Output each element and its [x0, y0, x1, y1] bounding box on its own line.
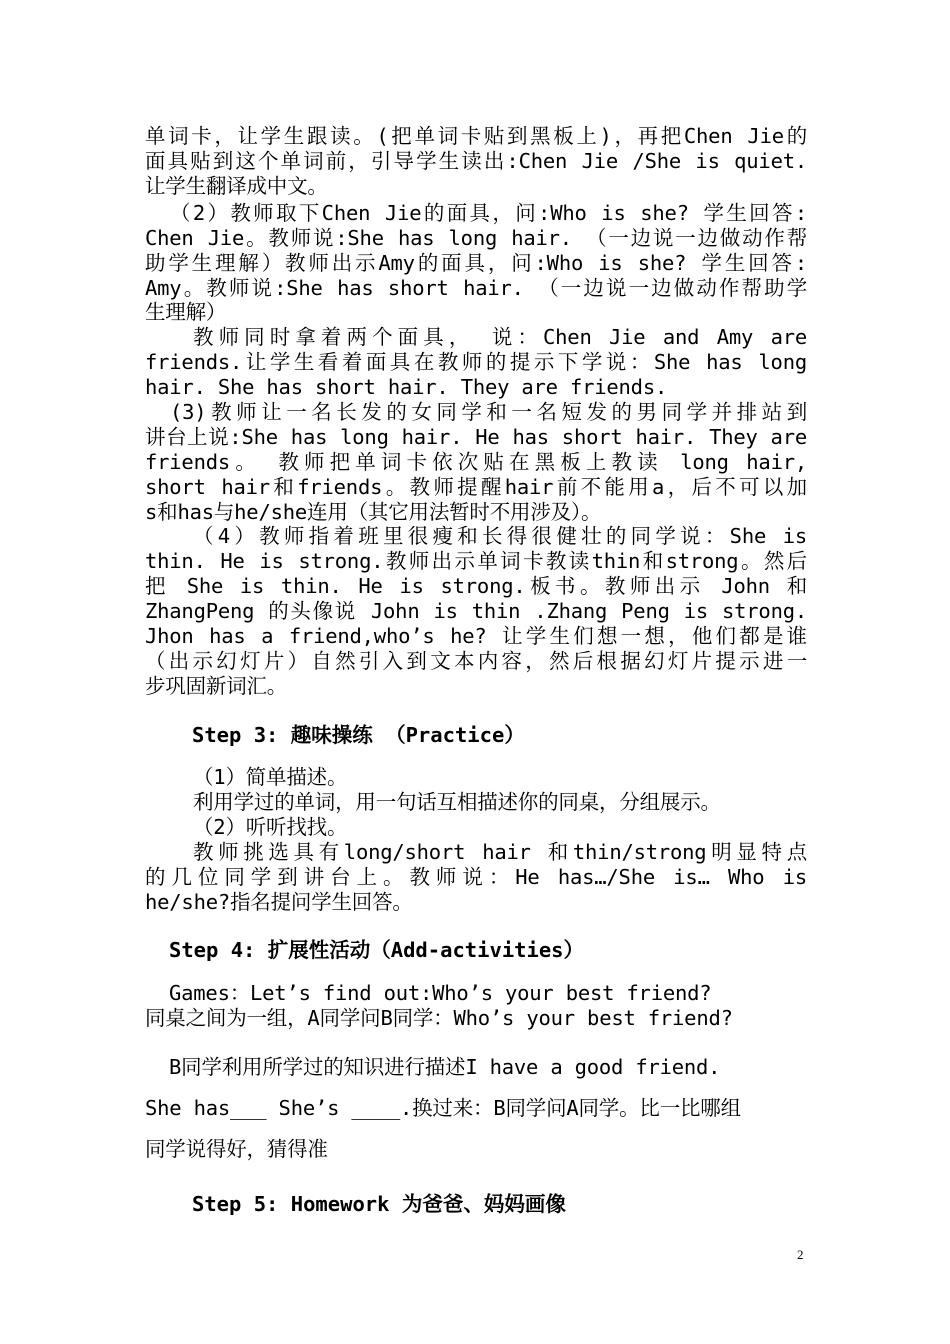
- paragraph-line: Jhon has a friend,who’s he? 让学生们想一想，他们都是谁: [145, 624, 807, 648]
- page-number: 2: [797, 1247, 804, 1262]
- step3-line: 利用学过的单词，用一句话互相描述你的同桌，分组展示。: [193, 790, 721, 814]
- paragraph-line: （4）教师指着班里很瘦和长得很健壮的同学说：She is: [193, 524, 807, 548]
- step4-heading: Step 4: 扩展性活动（Add-activities）: [169, 938, 585, 962]
- step4-line: 同学说得好，猜得准: [145, 1137, 328, 1161]
- paragraph-line: short hair和friends。教师提醒hair前不能用a，后不可以加: [145, 475, 807, 499]
- step3-line: 的几位同学到讲台上。教师说：He has…/She is… Who is: [145, 865, 807, 889]
- paragraph-line: Chen Jie。教师说:She has long hair. （一边说一边做动作帮: [145, 226, 807, 250]
- paragraph-line: 面具贴到这个单词前，引导学生读出:Chen Jie /She is quiet.: [145, 149, 807, 173]
- paragraph-line: （2）教师取下Chen Jie的面具，问:Who is she? 学生回答:: [170, 201, 807, 225]
- paragraph-line: (3)教师让一名长发的女同学和一名短发的男同学并排站到: [170, 400, 807, 424]
- paragraph-line: hair. She has short hair. They are friends.: [145, 375, 668, 399]
- paragraph-line: 单词卡，让学生跟读。(把单词卡贴到黑板上)，再把Chen Jie的: [145, 124, 807, 148]
- step3-line: he/she?指名提问学生回答。: [145, 890, 413, 914]
- paragraph-line: （出示幻灯片）自然引入到文本内容，然后根据幻灯片提示进一: [145, 649, 807, 673]
- step5-heading: Step 5: Homework 为爸爸、妈妈画像: [192, 1192, 566, 1216]
- step4-line: Games：Let’s find out:Who’s your best friend?: [169, 981, 712, 1005]
- paragraph-line: 步巩固新词汇。: [145, 674, 288, 698]
- paragraph-line: thin. He is strong.教师出示单词卡教读thin和strong。然后: [145, 549, 807, 573]
- paragraph-line: s和has与he/she连用（其它用法暂时不用涉及）。: [145, 500, 602, 524]
- step3-line: （1）简单描述。: [193, 765, 348, 789]
- paragraph-line: 讲台上说:She has long hair. He has short hair. They are: [145, 425, 807, 449]
- paragraph-line: 教师同时拿着两个面具， 说：Chen Jie and Amy are: [193, 325, 807, 349]
- step3-line: （2）听听找找。: [193, 815, 348, 839]
- paragraph-line: 让学生翻译成中文。: [145, 174, 328, 198]
- paragraph-line: friends。 教师把单词卡依次贴在黑板上教读 long hair,: [145, 450, 807, 474]
- paragraph-line: ZhangPeng 的头像说 John is thin .Zhang Peng is strong.: [145, 599, 807, 623]
- paragraph-line: 把 She is thin. He is strong.板书。教师出示 John 和: [145, 574, 807, 598]
- paragraph-line: Amy。教师说:She has short hair. （一边说一边做动作帮助学: [145, 276, 807, 300]
- paragraph-line: friends.让学生看着面具在教师的提示下学说：She has long: [145, 350, 807, 374]
- paragraph-line: 助学生理解）教师出示Amy的面具，问:Who is she? 学生回答:: [145, 251, 807, 275]
- paragraph-line: 生理解）: [145, 300, 227, 324]
- step4-line: 同桌之间为一组，A同学问B同学：Who’s your best friend?: [145, 1006, 733, 1030]
- step4-line: B同学利用所学过的知识进行描述I have a good friend.: [169, 1055, 721, 1079]
- step3-line: 教师挑选具有long/short hair 和thin/strong明显特点: [193, 840, 807, 864]
- step3-heading: Step 3: 趣味操练 （Practice）: [192, 723, 525, 747]
- step4-line: She has___ She’s ____.换过来：B同学问A同学。比一比哪组: [145, 1096, 741, 1120]
